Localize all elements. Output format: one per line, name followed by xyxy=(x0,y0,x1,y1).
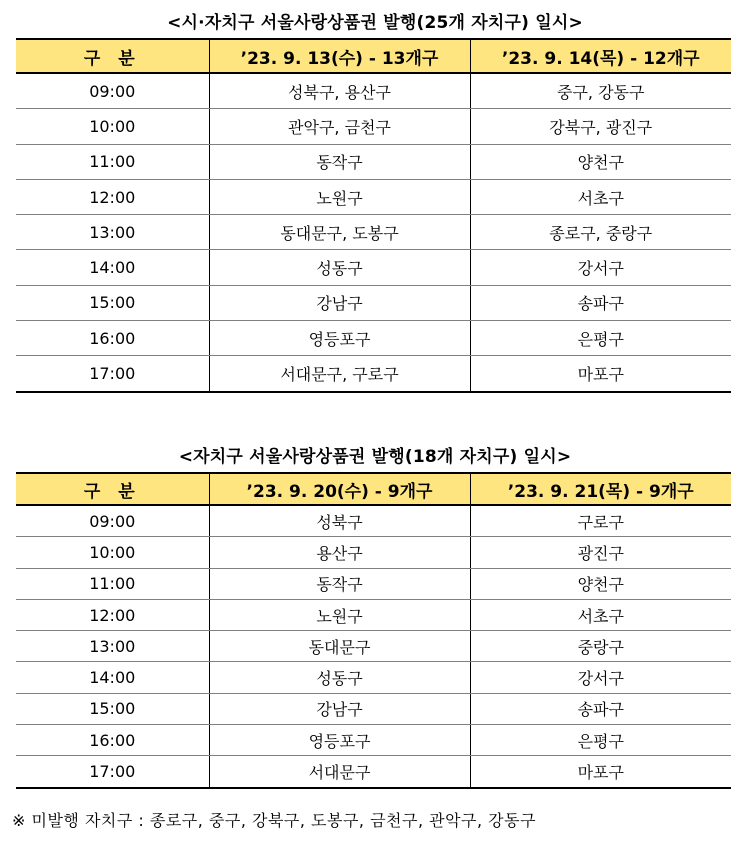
table-row xyxy=(16,631,731,662)
table-row xyxy=(16,144,731,179)
district-cell: 성북구 xyxy=(209,505,470,537)
table-header-row xyxy=(16,473,731,505)
time-cell: 10:00 xyxy=(16,537,209,568)
district-cell: 노원구 xyxy=(209,179,470,214)
district-cell: 동작구 xyxy=(209,144,470,179)
table-row xyxy=(16,321,731,356)
district-cell: 광진구 xyxy=(470,537,731,568)
time-cell: 11:00 xyxy=(16,144,209,179)
time-cell: 16:00 xyxy=(16,321,209,356)
time-cell: 09:00 xyxy=(16,505,209,537)
header-date-2: ’23. 9. 14(목) - 12개구 xyxy=(470,39,731,73)
table2-title: <자치구 서울사랑상품권 발행(18개 자치구) 일시> xyxy=(178,447,572,467)
table-row xyxy=(16,109,731,144)
table-row xyxy=(16,356,731,392)
table1-title: <시·자치구 서울사랑상품권 발행(25개 자치구) 일시> xyxy=(167,13,583,33)
district-cell: 동대문구 xyxy=(209,631,470,662)
header-date-2: ’23. 9. 21(목) - 9개구 xyxy=(470,473,731,505)
footnote: ※ 미발행 자치구 : 종로구, 중구, 강북구, 도봉구, 금천구, 관악구, 강동구 xyxy=(12,811,537,830)
schedule-table-2 xyxy=(16,472,731,789)
time-cell: 15:00 xyxy=(16,693,209,724)
district-cell: 구로구 xyxy=(470,505,731,537)
header-date-1: ’23. 9. 13(수) - 13개구 xyxy=(209,39,470,73)
table-row xyxy=(16,250,731,285)
time-cell: 12:00 xyxy=(16,599,209,630)
district-cell: 중랑구 xyxy=(470,631,731,662)
district-cell: 강서구 xyxy=(470,662,731,693)
header-category: 구 분 xyxy=(16,473,209,505)
district-cell: 관악구, 금천구 xyxy=(209,109,470,144)
district-cell: 중구, 강동구 xyxy=(470,73,731,109)
time-cell: 09:00 xyxy=(16,73,209,109)
time-cell: 14:00 xyxy=(16,662,209,693)
district-cell: 영등포구 xyxy=(209,725,470,756)
time-cell: 17:00 xyxy=(16,756,209,788)
district-cell: 양천구 xyxy=(470,568,731,599)
district-cell: 동작구 xyxy=(209,568,470,599)
table-row xyxy=(16,599,731,630)
district-cell: 마포구 xyxy=(470,756,731,788)
table-row xyxy=(16,756,731,788)
time-cell: 10:00 xyxy=(16,109,209,144)
table-row xyxy=(16,285,731,320)
district-cell: 은평구 xyxy=(470,725,731,756)
time-cell: 16:00 xyxy=(16,725,209,756)
district-cell: 용산구 xyxy=(209,537,470,568)
district-cell: 서대문구 xyxy=(209,756,470,788)
district-cell: 서대문구, 구로구 xyxy=(209,356,470,392)
time-cell: 13:00 xyxy=(16,215,209,250)
table-row xyxy=(16,662,731,693)
district-cell: 성북구, 용산구 xyxy=(209,73,470,109)
table-row xyxy=(16,73,731,109)
time-cell: 12:00 xyxy=(16,179,209,214)
time-cell: 17:00 xyxy=(16,356,209,392)
district-cell: 은평구 xyxy=(470,321,731,356)
district-cell: 양천구 xyxy=(470,144,731,179)
district-cell: 노원구 xyxy=(209,599,470,630)
table-row xyxy=(16,537,731,568)
header-date-1: ’23. 9. 20(수) - 9개구 xyxy=(209,473,470,505)
district-cell: 서초구 xyxy=(470,599,731,630)
time-cell: 13:00 xyxy=(16,631,209,662)
header-category: 구 분 xyxy=(16,39,209,73)
district-cell: 성동구 xyxy=(209,662,470,693)
table-row xyxy=(16,179,731,214)
table-row xyxy=(16,215,731,250)
district-cell: 강서구 xyxy=(470,250,731,285)
table-header-row xyxy=(16,39,731,73)
district-cell: 마포구 xyxy=(470,356,731,392)
district-cell: 강북구, 광진구 xyxy=(470,109,731,144)
time-cell: 14:00 xyxy=(16,250,209,285)
district-cell: 동대문구, 도봉구 xyxy=(209,215,470,250)
district-cell: 서초구 xyxy=(470,179,731,214)
table-row xyxy=(16,693,731,724)
table-row xyxy=(16,505,731,537)
district-cell: 강남구 xyxy=(209,693,470,724)
table-row xyxy=(16,725,731,756)
time-cell: 15:00 xyxy=(16,285,209,320)
schedule-table-1 xyxy=(16,38,731,393)
district-cell: 종로구, 중랑구 xyxy=(470,215,731,250)
district-cell: 영등포구 xyxy=(209,321,470,356)
district-cell: 송파구 xyxy=(470,693,731,724)
district-cell: 송파구 xyxy=(470,285,731,320)
table-row xyxy=(16,568,731,599)
district-cell: 강남구 xyxy=(209,285,470,320)
time-cell: 11:00 xyxy=(16,568,209,599)
district-cell: 성동구 xyxy=(209,250,470,285)
